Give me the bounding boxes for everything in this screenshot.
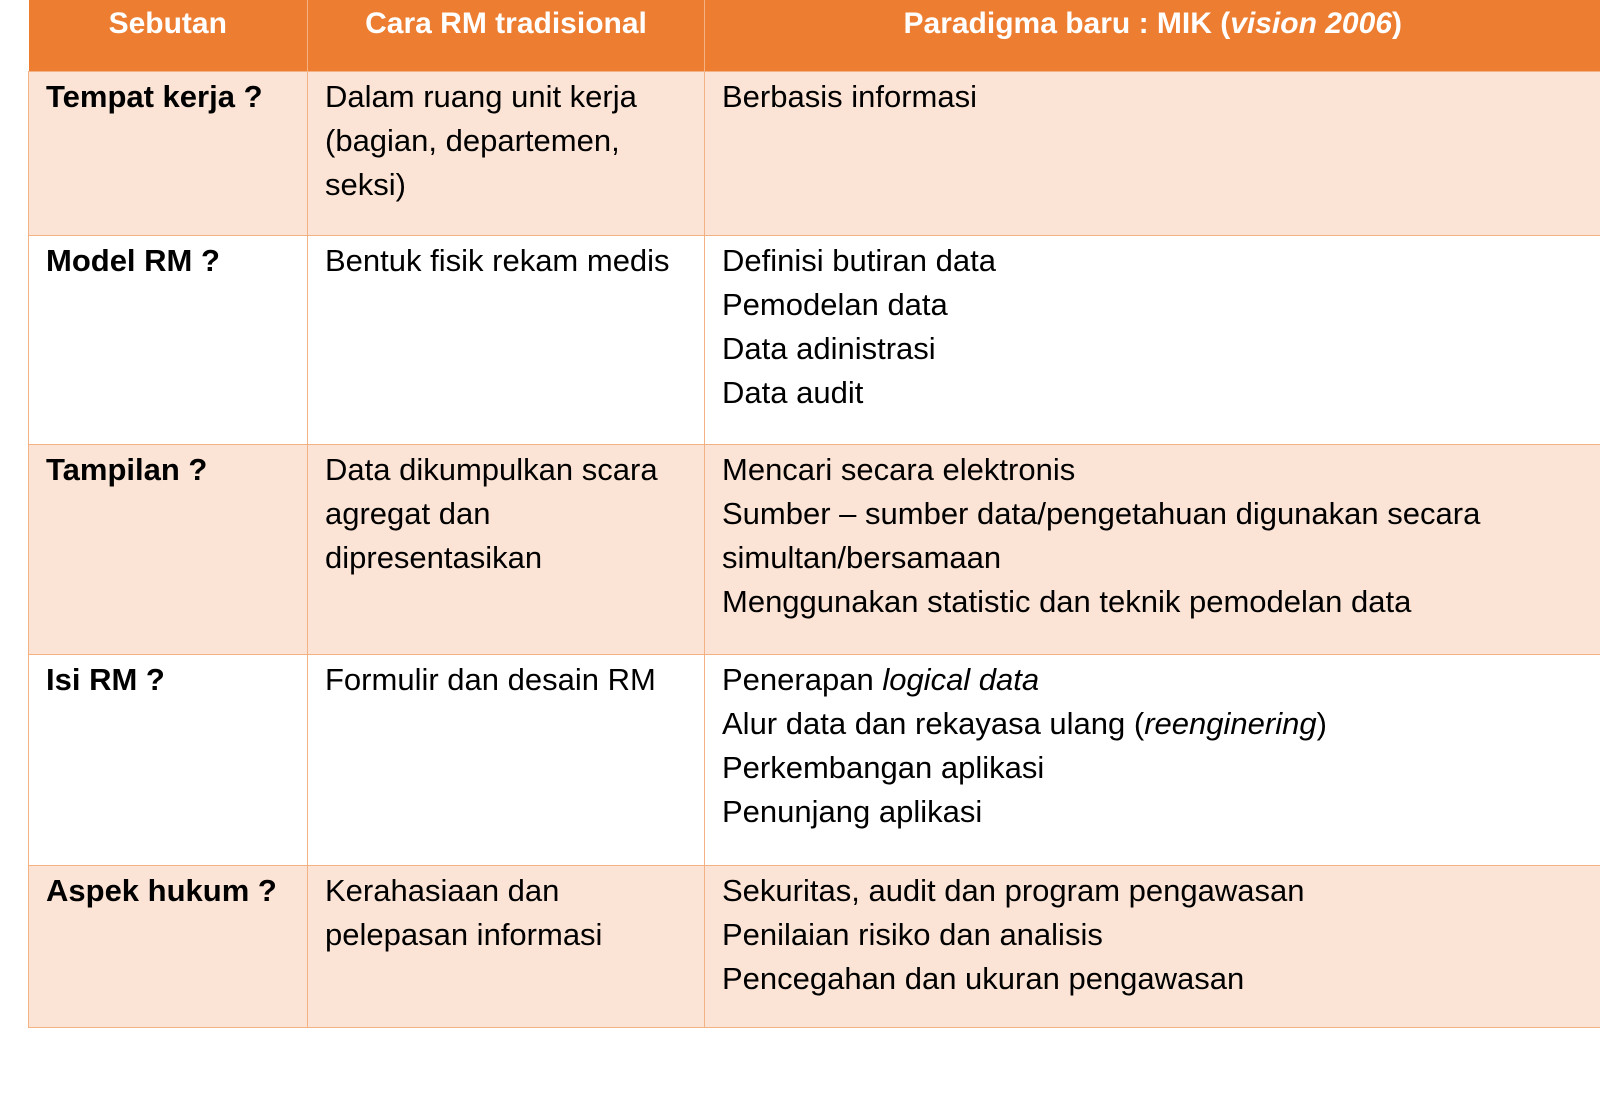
traditional-cell: Kerahasiaan dan pelepasan informasi: [308, 865, 705, 1027]
mik-line: Penunjang aplikasi: [722, 793, 983, 829]
mik-line: Pemodelan data: [722, 286, 948, 322]
traditional-cell: Bentuk fisik rekam medis: [308, 235, 705, 444]
mik-text: Alur data dan rekayasa ulang (: [722, 705, 1145, 741]
mik-cell: [705, 235, 1600, 444]
comparison-table: [28, 0, 1600, 1028]
mik-line: Berbasis informasi: [722, 78, 977, 114]
mik-line: Mencari secara elektronis: [722, 451, 1076, 487]
mik-line: Pencegahan dan ukuran pengawasan: [722, 960, 1245, 996]
mik-line: Data adinistrasi: [722, 330, 936, 366]
table-row: [29, 654, 1600, 865]
mik-cell: [705, 865, 1600, 1027]
mik-line: Menggunakan statistic dan teknik pemodelan data: [722, 583, 1412, 619]
traditional-cell: Formulir dan desain RM: [308, 654, 705, 865]
mik-line: [722, 702, 1586, 746]
mik-line: Penilaian risiko dan analisis: [722, 916, 1103, 952]
mik-line: [722, 658, 1586, 702]
header-mik-prefix: Paradigma baru : MIK (: [903, 7, 1231, 41]
mik-line: Data audit: [722, 374, 864, 410]
mik-italic: logical data: [882, 661, 1040, 697]
header-row: [29, 0, 1600, 71]
table-row: [29, 865, 1600, 1027]
header-traditional: Cara RM tradisional: [308, 0, 705, 71]
mik-cell: [705, 71, 1600, 235]
table-row: [29, 444, 1600, 654]
row-label: Isi RM ?: [29, 654, 308, 865]
mik-italic: reenginering: [1144, 705, 1317, 741]
mik-line: Sumber – sumber data/pengetahuan digunakan secara simultan/bersamaan: [722, 495, 1481, 575]
row-label: Aspek hukum ?: [29, 865, 308, 1027]
header-sebutan: Sebutan: [29, 0, 308, 71]
table-row: [29, 235, 1600, 444]
mik-line: Definisi butiran data: [722, 242, 996, 278]
traditional-cell: Data dikumpulkan scara agregat dan dipresentasikan: [308, 444, 705, 654]
mik-text: ): [1316, 705, 1327, 741]
header-mik-italic: vision 2006: [1230, 7, 1392, 41]
mik-text: Penerapan: [722, 661, 883, 697]
mik-cell: [705, 444, 1600, 654]
row-label: Tampilan ?: [29, 444, 308, 654]
header-mik-suffix: ): [1391, 7, 1402, 41]
table-row: [29, 71, 1600, 235]
row-label: Tempat kerja ?: [29, 71, 308, 235]
traditional-cell: Dalam ruang unit kerja (bagian, departemen, seksi): [308, 71, 705, 235]
header-mik: [705, 0, 1600, 71]
row-label: Model RM ?: [29, 235, 308, 444]
mik-line: Sekuritas, audit dan program pengawasan: [722, 872, 1305, 908]
mik-line: Perkembangan aplikasi: [722, 749, 1045, 785]
mik-cell: [705, 654, 1600, 865]
